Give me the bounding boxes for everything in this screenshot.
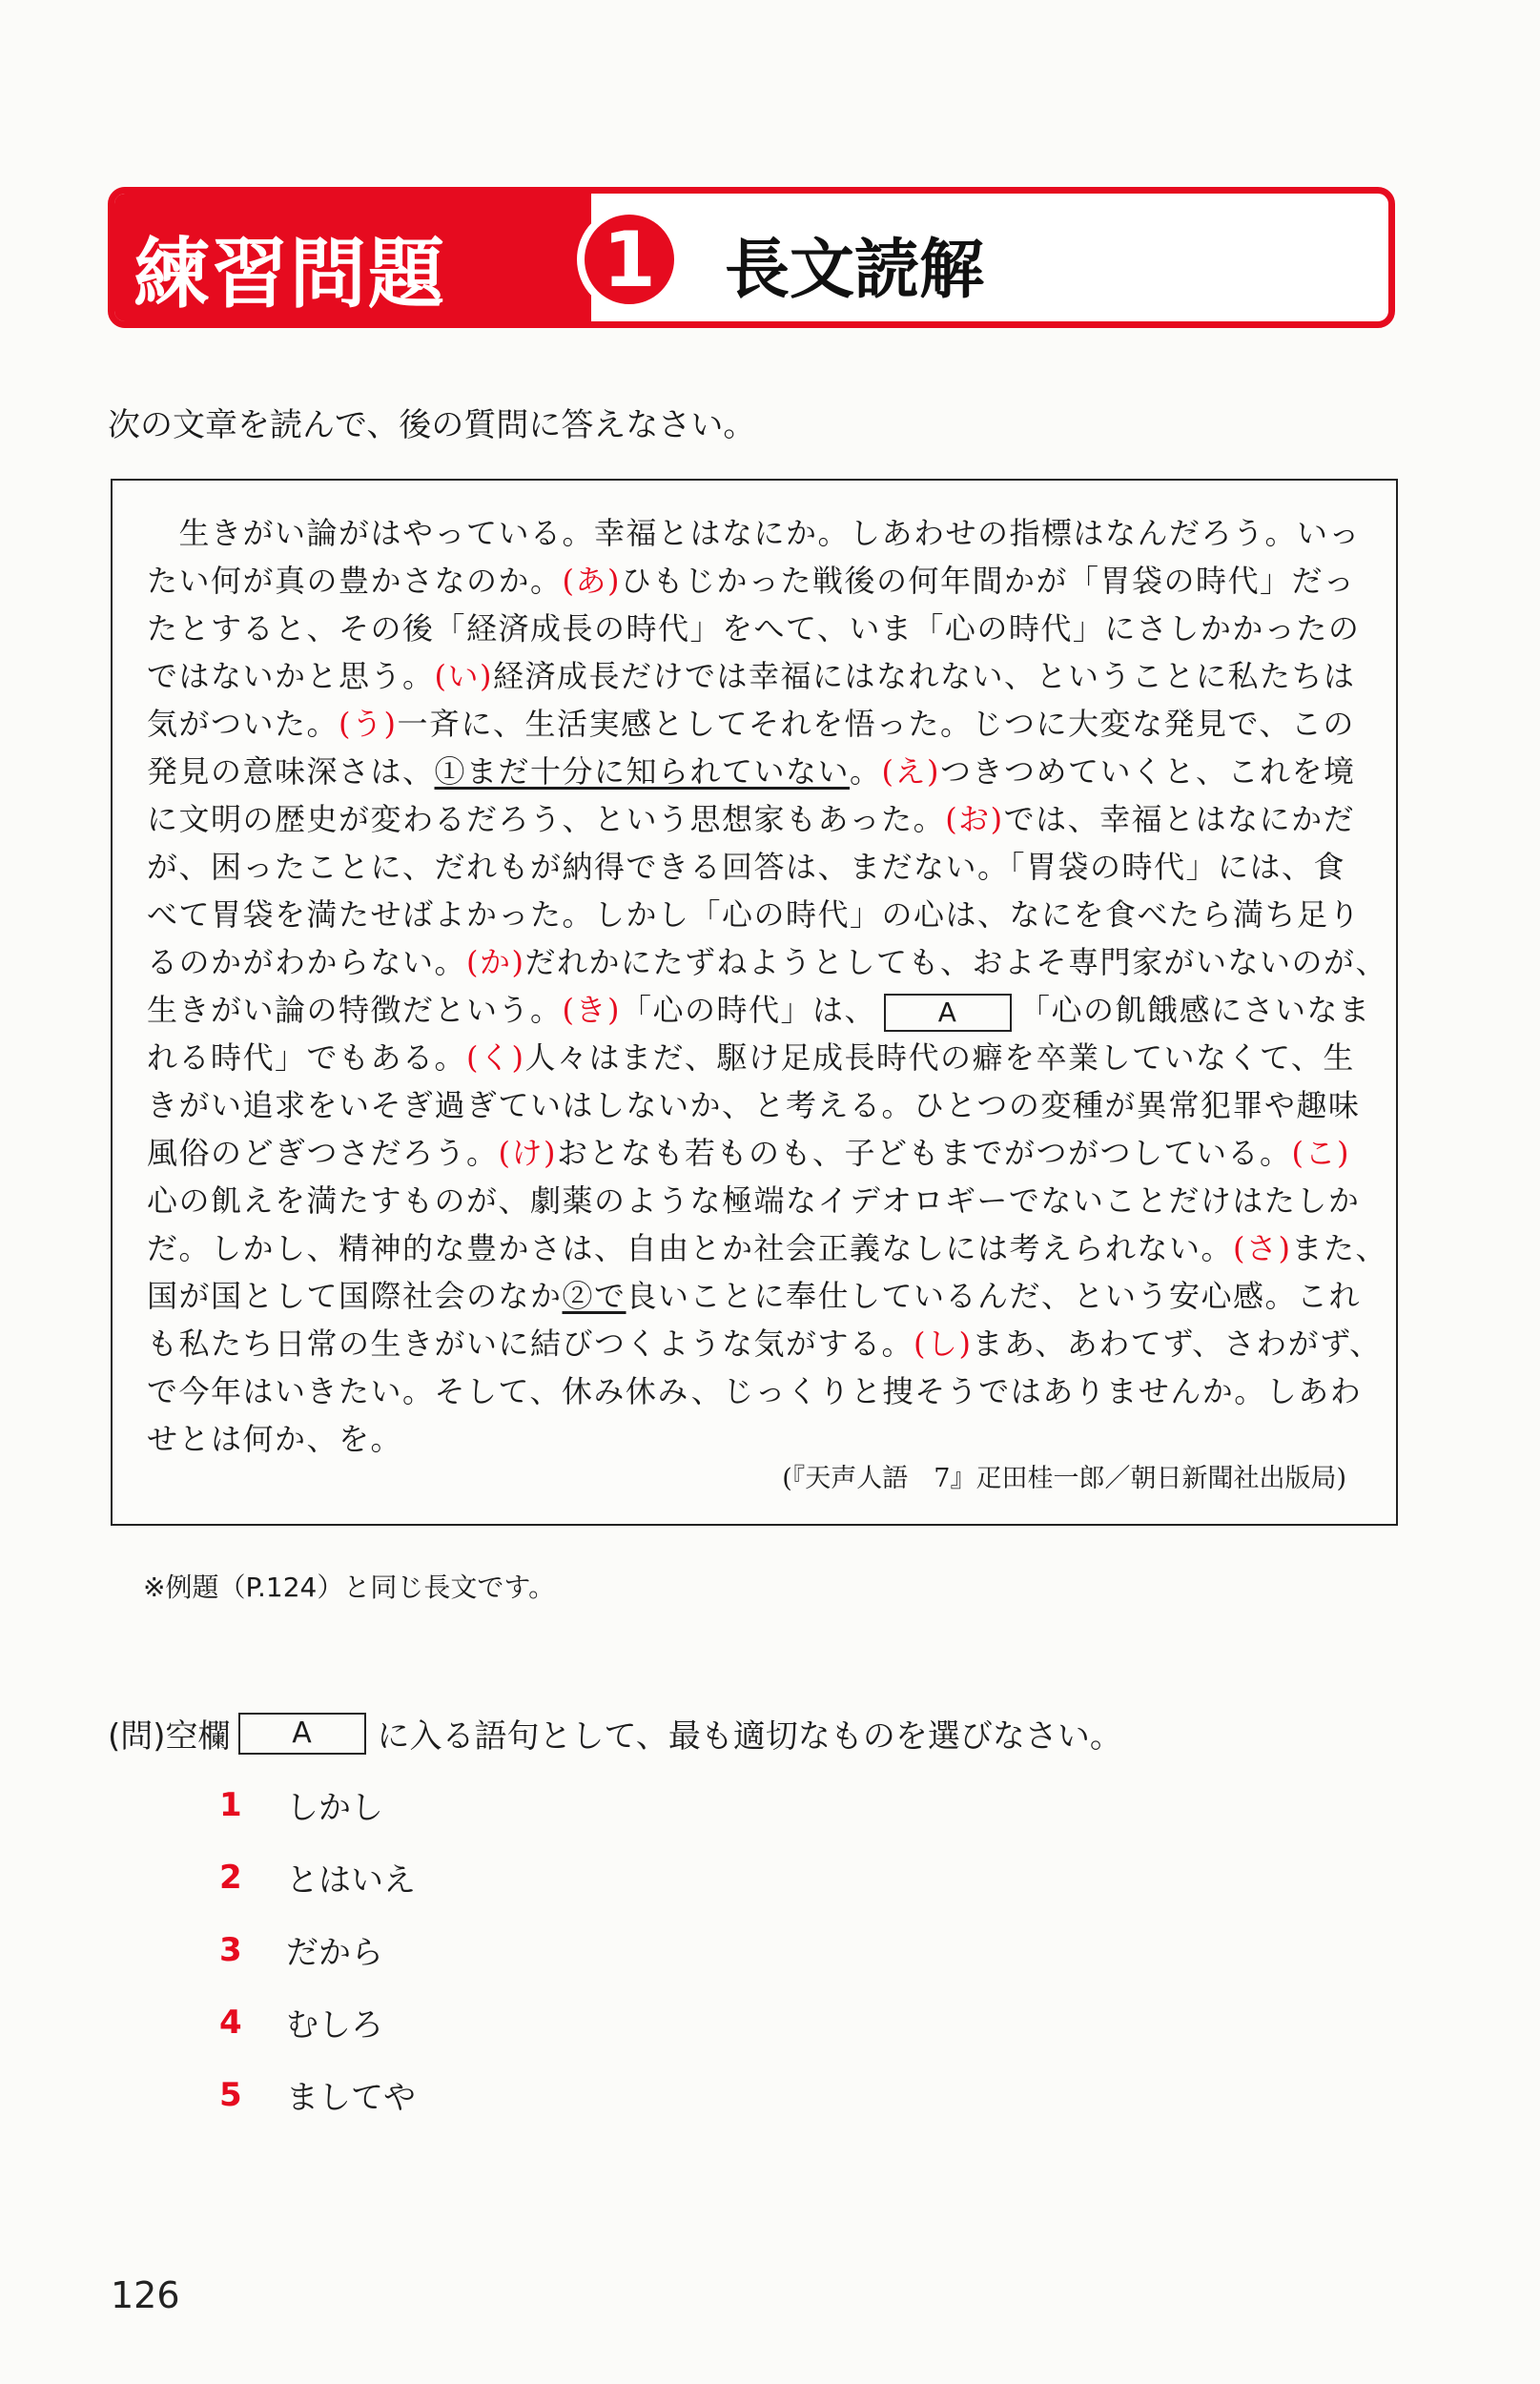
passage-line: も私たち日常の生きがいに結びつくような気がする。(し)まあ、あわてず、さわがず、 bbox=[147, 1326, 1382, 1362]
passage-line: るのかがわからない。(か)だれかにたずねようとしても、およそ専門家がいないのが、 bbox=[147, 944, 1388, 980]
exercise-number-badge: 1 bbox=[577, 207, 682, 312]
option-1[interactable] bbox=[219, 1781, 383, 1828]
option-text: ましてや bbox=[286, 2079, 416, 2117]
passage-line: たい何が真の豊かさなのか。(あ)ひもじかった戦後の何年間かが「胃袋の時代」だっ bbox=[147, 563, 1356, 599]
underlined-phrase-2: ②で bbox=[562, 1278, 626, 1314]
marker: (い) bbox=[434, 658, 493, 694]
marker: (け) bbox=[498, 1135, 557, 1171]
option-text: とはいえ bbox=[286, 1861, 416, 1900]
question-blank-box: A bbox=[238, 1713, 366, 1755]
underlined-phrase-1: ①まだ十分に知られていない bbox=[434, 753, 851, 790]
passage-line: 発見の意味深さは、①まだ十分に知られていない。(え)つきつめていくと、これを境 bbox=[147, 753, 1356, 790]
option-text: だから bbox=[286, 1934, 383, 1972]
option-number: 4 bbox=[219, 2003, 242, 2042]
marker: (お) bbox=[945, 801, 1004, 837]
option-2[interactable] bbox=[219, 1854, 416, 1901]
passage-line: ではないかと思う。(い)経済成長だけでは幸福にはなれない、ということに私たちは bbox=[147, 658, 1356, 694]
source-citation: (『天声人語 7』疋田桂一郎／朝日新聞社出版局) bbox=[782, 1464, 1346, 1493]
option-text: むしろ bbox=[286, 2006, 383, 2045]
marker: (え) bbox=[881, 753, 941, 790]
instruction-text: 次の文章を読んで、後の質問に答えなさい。 bbox=[108, 406, 756, 444]
passage-line: に文明の歴史が変わるだろう、という思想家もあった。(お)では、幸福とはなにかだ bbox=[147, 801, 1356, 837]
banner-subtitle: 長文読解 bbox=[725, 233, 985, 308]
option-4[interactable] bbox=[219, 1999, 383, 2045]
passage-line: 国が国として国際社会のなか②で良いことに奉仕しているんだ、という安心感。これ bbox=[147, 1278, 1362, 1314]
passage-line: たとすると、その後「経済成長の時代」をへて、いま「心の時代」にさしかかったの bbox=[147, 610, 1361, 647]
option-3[interactable] bbox=[219, 1926, 383, 1973]
option-number: 2 bbox=[219, 1858, 242, 1897]
passage-line: せとは何か、を。 bbox=[147, 1421, 403, 1457]
passage-line: きがい追求をいそぎ過ぎていはしないか、と考える。ひとつの変種が異常犯罪や趣味 bbox=[147, 1087, 1361, 1123]
marker: (く) bbox=[466, 1039, 525, 1076]
question-prefix: (問)空欄 bbox=[108, 1717, 231, 1756]
passage-line: 気がついた。(う)一斉に、生活実感としてそれを悟った。じつに大変な発見で、この bbox=[147, 706, 1355, 742]
passage-line: で今年はいきたい。そして、休み休み、じっくりと捜そうではありませんか。しあわ bbox=[147, 1373, 1363, 1409]
passage-line: が、困ったことに、だれもが納得できる回答は、まだない。「胃袋の時代」には、食 bbox=[147, 849, 1346, 885]
passage-line: れる時代」でもある。(く)人々はまだ、駆け足成長時代の癖を卒業していなくて、生 bbox=[147, 1039, 1355, 1076]
marker: (う) bbox=[339, 706, 398, 742]
exercise-banner bbox=[108, 187, 1395, 328]
option-5[interactable] bbox=[219, 2071, 416, 2118]
passage-box bbox=[111, 479, 1398, 1526]
passage-line: べて胃袋を満たせばよかった。しかし「心の時代」の心は、なにを食べたら満ち足り bbox=[147, 896, 1362, 933]
marker: (か) bbox=[466, 944, 525, 980]
blank-a-box: A bbox=[884, 994, 1012, 1032]
passage-line: 生きがい論の特徴だという。(き)「心の時代」は、 A 「心の飢餓感にさいなま bbox=[147, 986, 1371, 1032]
option-text: しかし bbox=[286, 1789, 383, 1827]
banner-title: 練習問題 bbox=[133, 230, 446, 319]
option-number: 1 bbox=[219, 1785, 242, 1824]
passage-line: 心の飢えを満たすものが、劇薬のような極端なイデオロギーでないことだけはたしか bbox=[147, 1182, 1361, 1219]
passage-line: 生きがい論がはやっている。幸福とはなにか。しあわせの指標はなんだろう。いっ bbox=[147, 515, 1362, 551]
page-number: 126 bbox=[111, 2274, 180, 2316]
question bbox=[108, 1710, 1122, 1757]
marker: (し) bbox=[914, 1326, 973, 1362]
marker: (こ) bbox=[1291, 1135, 1350, 1171]
marker: (さ) bbox=[1233, 1230, 1292, 1266]
passage-line: だ。しかし、精神的な豊かさは、自由とか社会正義なしには考えられない。(さ)また、 bbox=[147, 1230, 1388, 1266]
note-text: ※例題（P.124）と同じ長文です。 bbox=[143, 1572, 556, 1603]
marker: (あ) bbox=[562, 563, 621, 599]
option-number: 5 bbox=[219, 2075, 242, 2114]
option-number: 3 bbox=[219, 1930, 242, 1969]
passage-line: 風俗のどぎつさだろう。(け)おとなも若ものも、子どもまでがつがつしている。(こ) bbox=[147, 1135, 1350, 1171]
marker: (き) bbox=[562, 992, 621, 1028]
question-suffix: に入る語句として、最も適切なものを選びなさい。 bbox=[377, 1717, 1122, 1756]
